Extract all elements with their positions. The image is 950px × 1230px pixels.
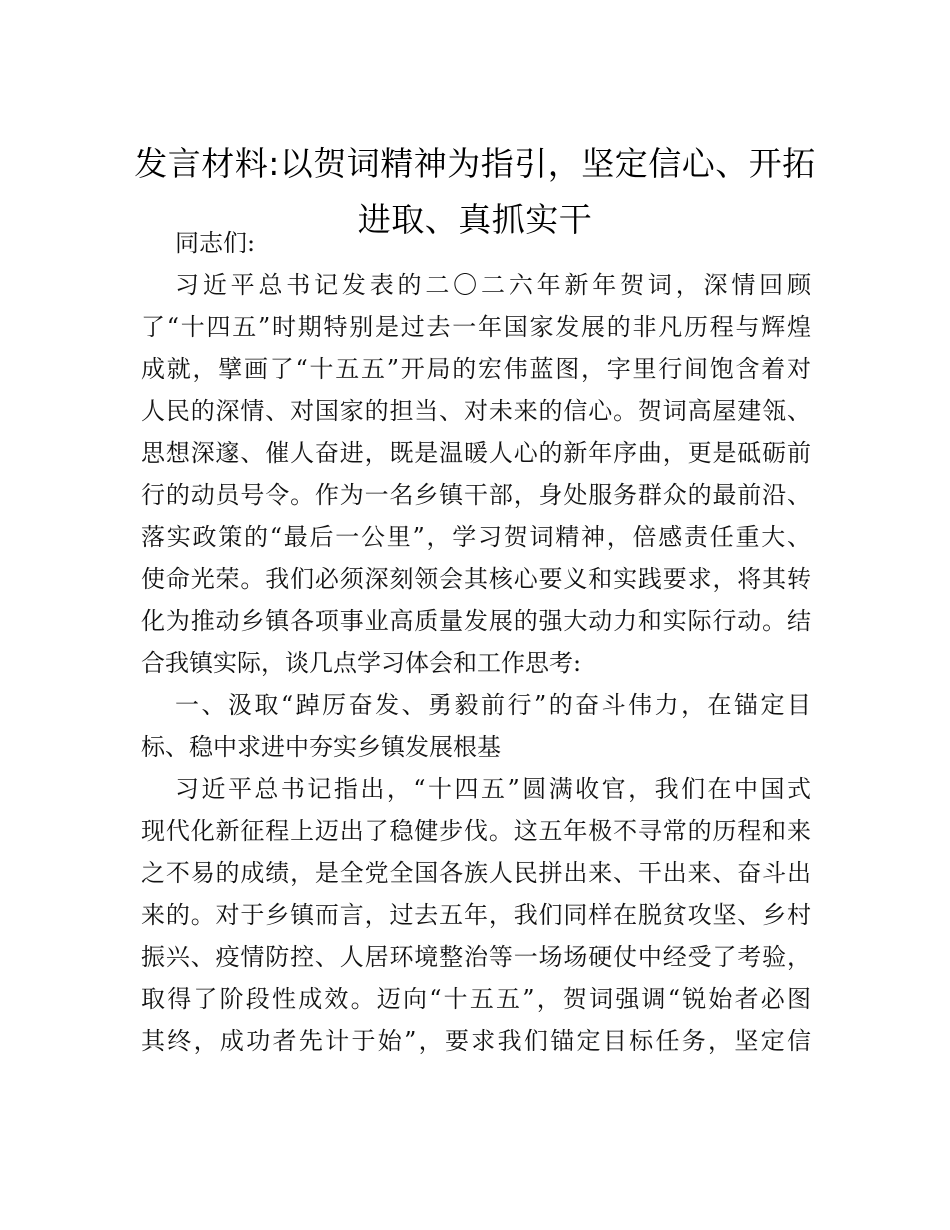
- paragraph-2-line: 之不易的成绩，是全党全国各族人民拼出来、干出来、奋斗出: [141, 859, 811, 887]
- paragraph-2-line: 振兴、疫情防控、人居环境整治等一场场硬仗中经受了考验，: [141, 943, 811, 971]
- paragraph-1-line: 了“十四五”时期特别是过去一年国家发展的非凡历程与辉煌: [141, 313, 811, 341]
- paragraph-2-line: 其终，成功者先计于始”，要求我们锚定目标任务，坚定信: [141, 1027, 811, 1055]
- paragraph-1-line: 使命光荣。我们必须深刻领会其核心要义和实践要求，将其转: [141, 565, 811, 593]
- document-body: [141, 222, 811, 1062]
- paragraph-2-line: 取得了阶段性成效。迈向“十五五”，贺词强调“锐始者必图: [141, 985, 811, 1013]
- paragraph-1-line: 化为推动乡镇各项事业高质量发展的强大动力和实际行动。结: [141, 607, 811, 635]
- title-line-1: 发言材料:以贺词精神为指引，坚定信心、开拓: [134, 144, 816, 183]
- section-heading-1-line: 标、稳中求进中夯实乡镇发展根基: [141, 733, 501, 761]
- paragraph-1-line: 合我镇实际，谈几点学习体会和工作思考:: [141, 649, 582, 677]
- paragraph-1-line: 思想深邃、催人奋进，既是温暖人心的新年序曲，更是砥砺前: [141, 439, 811, 467]
- title-line-2: 进取、真抓实干: [357, 200, 593, 239]
- paragraph-1-line: 落实政策的“最后一公里”，学习贺词精神，倍感责任重大、: [141, 523, 811, 551]
- paragraph-1-line: 成就，擘画了“十五五”开局的宏伟蓝图，字里行间饱含着对: [141, 355, 811, 383]
- paragraph-1-line: 习近平总书记发表的二〇二六年新年贺词，深情回顾: [175, 271, 811, 299]
- salutation: 同志们:: [175, 229, 256, 257]
- section-heading-1-line: 一、汲取“踔厉奋发、勇毅前行”的奋斗伟力，在锚定目: [175, 691, 811, 719]
- paragraph-1-line: 人民的深情、对国家的担当、对未来的信心。贺词高屋建瓴、: [141, 397, 811, 425]
- paragraph-2-line: 习近平总书记指出，“十四五”圆满收官，我们在中国式: [175, 775, 811, 803]
- paragraph-2-line: 现代化新征程上迈出了稳健步伐。这五年极不寻常的历程和来: [141, 817, 811, 845]
- paragraph-2-line: 来的。对于乡镇而言，过去五年，我们同样在脱贫攻坚、乡村: [141, 901, 811, 929]
- paragraph-1-line: 行的动员号令。作为一名乡镇干部，身处服务群众的最前沿、: [141, 481, 811, 509]
